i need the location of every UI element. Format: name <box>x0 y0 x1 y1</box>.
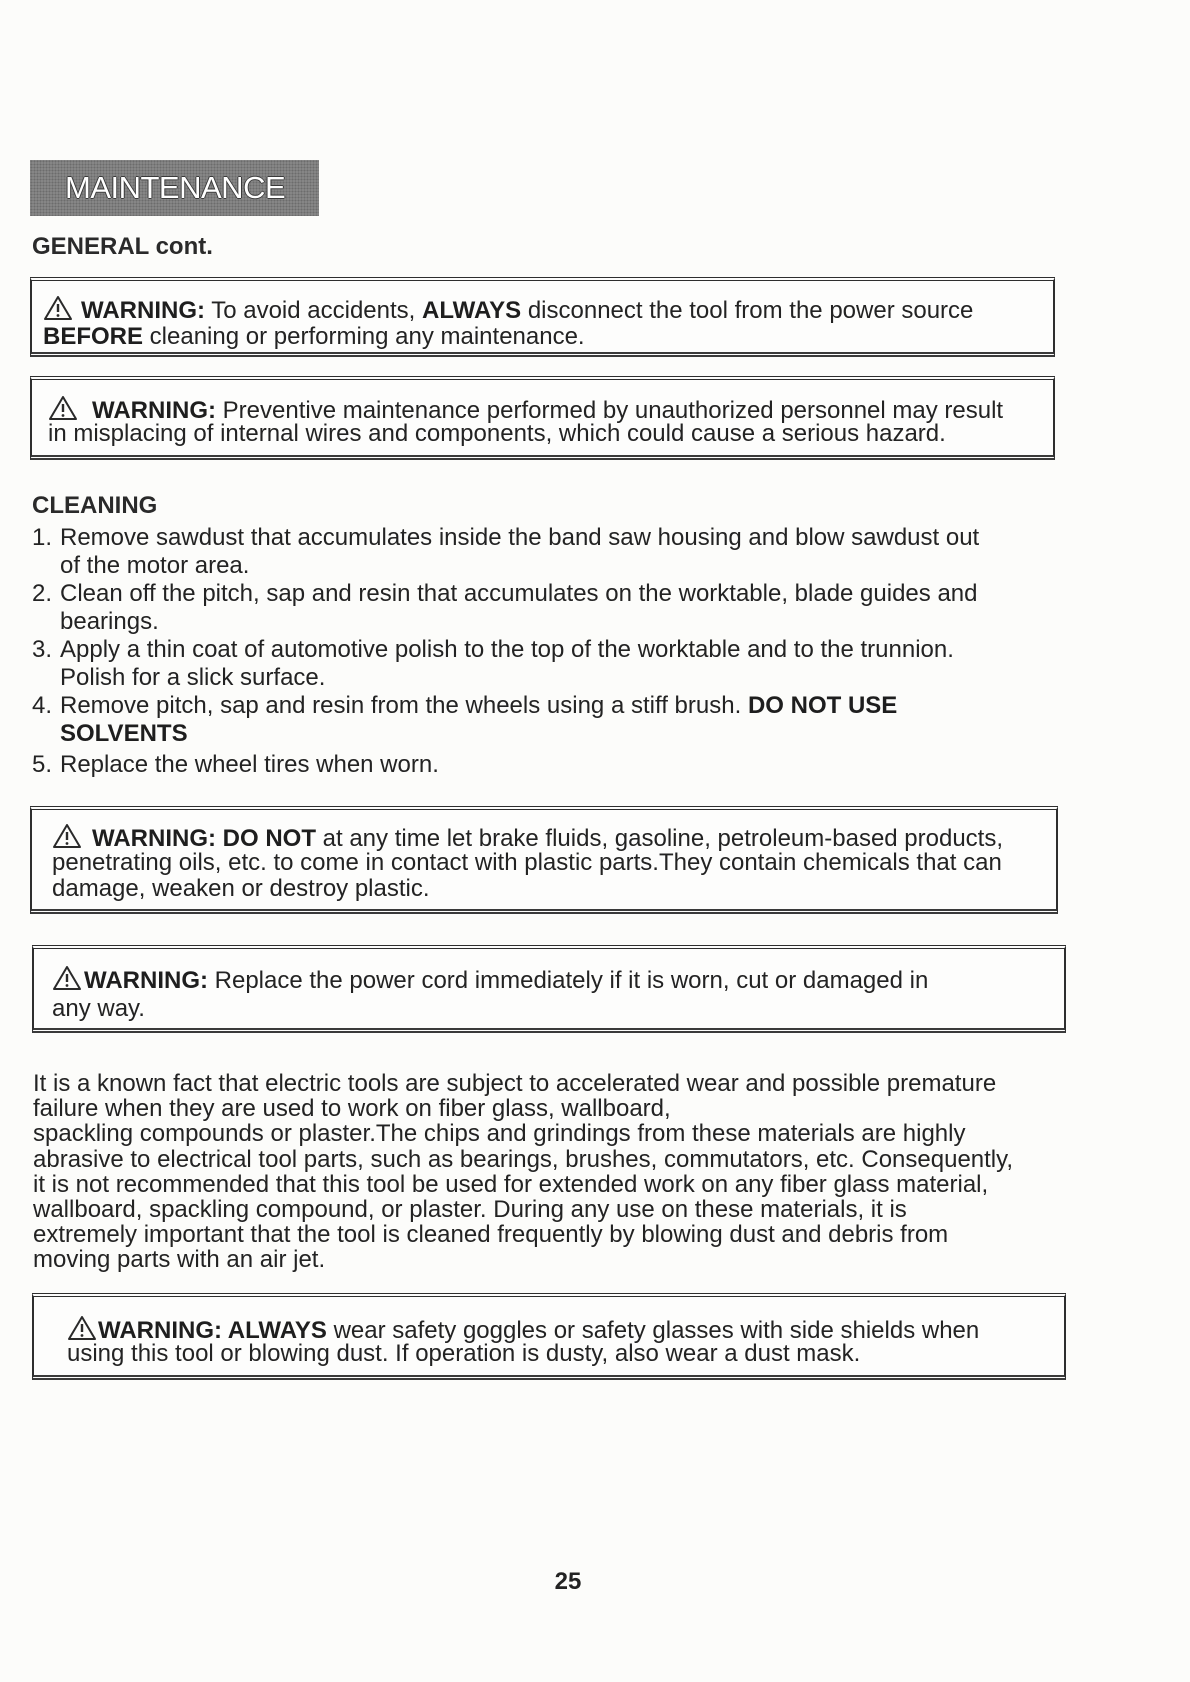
warning-line: penetrating oils, etc. to come in contact with plastic parts.They contain chemicals that can <box>52 848 1002 876</box>
emphasis-text: ALWAYS <box>422 297 522 324</box>
warning-line: using this tool or blowing dust. If operation is dusty, also wear a dust mask. <box>67 1340 861 1367</box>
warning-line <box>43 295 1053 323</box>
list-item-line: Polish for a slick surface. <box>60 664 326 691</box>
list-item-line: Remove sawdust that accumulates inside the band saw housing and blow sawdust out <box>60 524 980 551</box>
warning-box <box>32 945 1066 1033</box>
section-banner <box>30 160 319 216</box>
paragraph-line: moving parts with an air jet. <box>33 1246 326 1274</box>
caution-text: DO NOT USE <box>747 692 898 719</box>
warning-text: To avoid accidents, <box>204 297 423 324</box>
warning-label: WARNING: <box>81 297 205 324</box>
warning-icon <box>67 1315 97 1341</box>
paragraph-line: wallboard, spackling compound, or plaster. During any use on these materials, it is <box>33 1195 907 1223</box>
paragraph-line: abrasive to electrical tool parts, such as bearings, brushes, commutators, etc. Consequently, <box>33 1145 1014 1173</box>
warning-label: WARNING: <box>92 397 216 424</box>
list-item-line: of the motor area. <box>60 552 250 579</box>
warning-text: disconnect the tool from the power source <box>521 297 974 324</box>
list-item <box>32 751 1072 779</box>
warning-line: damage, weaken or destroy plastic. <box>52 875 430 902</box>
warning-box <box>32 1293 1066 1380</box>
cleaning-list <box>32 524 1072 779</box>
body-paragraph <box>33 1071 1013 1273</box>
list-item-number: 2. <box>32 580 53 607</box>
warning-icon <box>43 295 73 321</box>
paragraph-line: extremely important that the tool is cleaned frequently by blowing dust and debris from <box>33 1221 949 1249</box>
warning-line <box>52 965 1064 994</box>
list-item-text: Remove pitch, sap and resin from the wheels using a stiff brush. <box>60 692 742 719</box>
list-item-number: 1. <box>32 524 53 551</box>
list-item-line: Apply a thin coat of automotive polish to the top of the worktable and to the trunnion. <box>60 636 954 663</box>
list-item-line <box>60 692 1072 720</box>
warning-text: in misplacing of internal wires and components, which could cause a serious hazard. <box>48 420 946 447</box>
subsection-heading-cleaning: CLEANING <box>32 492 158 519</box>
warning-text: cleaning or performing any maintenance. <box>143 323 585 350</box>
page-number: 25 <box>554 1568 582 1595</box>
warning-line <box>67 1315 1064 1344</box>
section-title: MAINTENANCE <box>65 170 286 205</box>
warning-icon <box>48 395 78 421</box>
paragraph-line: It is a known fact that electric tools are subject to accelerated wear and possible premature <box>33 1070 997 1097</box>
warning-text: at any time let brake fluids, gasoline, petroleum-based products, <box>315 825 1004 852</box>
paragraph-line: spackling compounds or plaster.The chips and grindings from these materials are highly <box>33 1120 966 1148</box>
list-item-line: bearings. <box>60 608 159 635</box>
warning-box <box>30 806 1058 914</box>
paragraph-line: failure when they are used to work on fiber glass, wallboard, <box>33 1095 671 1123</box>
list-item-line: Replace the wheel tires when worn. <box>60 751 439 778</box>
warning-icon <box>52 965 82 991</box>
warning-line: any way. <box>52 995 145 1022</box>
list-item <box>32 692 1072 748</box>
list-item <box>32 580 1072 636</box>
warning-box <box>30 376 1055 460</box>
warning-text: Replace the power cord immediately if it is worn, cut or damaged in <box>207 967 929 994</box>
warning-icon <box>52 823 82 849</box>
list-item-number: 4. <box>32 692 53 719</box>
list-item-number: 3. <box>32 636 53 663</box>
list-item <box>32 524 1072 580</box>
caution-text: SOLVENTS <box>60 720 188 747</box>
list-item-line <box>60 720 1072 748</box>
list-item-line: Clean off the pitch, sap and resin that accumulates on the worktable, blade guides and <box>60 580 978 607</box>
list-item-number: 5. <box>32 751 53 778</box>
warning-line <box>48 421 1053 447</box>
list-item <box>32 636 1072 692</box>
warning-line <box>43 323 1053 351</box>
warning-label: WARNING: <box>84 967 208 994</box>
warning-text: wear safety goggles or safety glasses with side shields when <box>326 1317 980 1344</box>
subsection-heading-general: GENERAL cont. <box>32 233 213 260</box>
paragraph-line: it is not recommended that this tool be used for extended work on any fiber glass material, <box>33 1170 989 1198</box>
warning-box <box>30 277 1055 357</box>
warning-line <box>48 395 1053 424</box>
warning-line <box>52 823 1056 850</box>
warning-label: WARNING: ALWAYS <box>98 1317 327 1344</box>
warning-text: Preventive maintenance performed by unauthorized personnel may result <box>215 397 1004 424</box>
emphasis-text: BEFORE <box>43 323 144 350</box>
warning-label: WARNING: DO NOT <box>92 825 316 852</box>
